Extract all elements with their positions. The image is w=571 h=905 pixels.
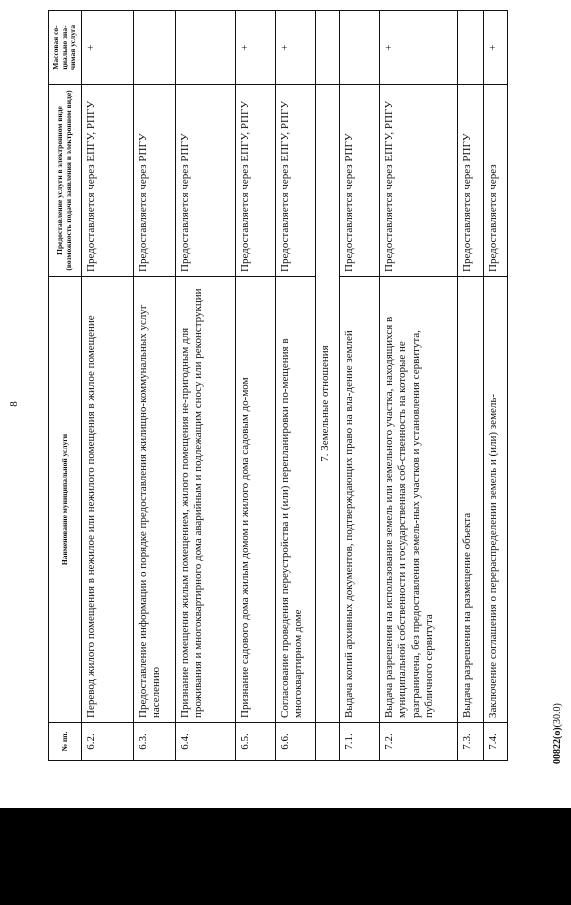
section-num-cell — [315, 723, 339, 761]
row-name: Выдача разрешения на размещение объекта — [457, 277, 483, 723]
table-row — [379, 11, 457, 761]
table-row — [275, 11, 315, 761]
section-mass-cell — [315, 11, 339, 85]
row-num: 6.5. — [235, 723, 275, 761]
services-table — [48, 10, 508, 761]
row-electronic: Предоставляется через РПГУ — [175, 85, 235, 277]
row-mass — [175, 11, 235, 85]
row-mass — [457, 11, 483, 85]
row-num: 7.3. — [457, 723, 483, 761]
table-row — [457, 11, 483, 761]
row-electronic: Предоставляется через — [483, 85, 507, 277]
row-name: Выдача копий архивных документов, подтверждающих право на вла-дение землей — [339, 277, 379, 723]
header-num: № пп. — [49, 723, 82, 761]
document-code-main: 00822(o) — [552, 727, 563, 764]
row-num: 6.2. — [81, 723, 133, 761]
row-num: 6.6. — [275, 723, 315, 761]
row-mass — [339, 11, 379, 85]
row-electronic: Предоставляется через РПГУ — [133, 85, 175, 277]
table-row — [133, 11, 175, 761]
row-electronic: Предоставляется через РПГУ — [339, 85, 379, 277]
document-code-suffix: (30.0) — [552, 703, 563, 728]
row-mass: + — [379, 11, 457, 85]
table-row — [81, 11, 133, 761]
row-electronic: Предоставляется через ЕПГУ, РПГУ — [275, 85, 315, 277]
header-name: Наименование муниципальной услуги — [49, 277, 82, 723]
table-header-row — [49, 11, 82, 761]
row-electronic: Предоставляется через РПГУ — [457, 85, 483, 277]
row-name: Выдача разрешения на использование земель или земельного участка, находящихся в муниципальной собственности и государственная соб-ственность на которые не разграничена, без предоставления земель-ных участков и установления сервитута, публичного сервитута — [379, 277, 457, 723]
row-name: Перевод жилого помещения в нежилое или нежилого помещения в жилое помещение — [81, 277, 133, 723]
row-electronic: Предоставляется через ЕПГУ, РПГУ — [235, 85, 275, 277]
table-row — [483, 11, 507, 761]
header-mass: Массовая со-циально зна-чимая услуга — [49, 11, 82, 85]
row-name: Согласование проведения переустройства и (или) перепланировки по-мещения в многоквартирном доме — [275, 277, 315, 723]
row-num: 7.2. — [379, 723, 457, 761]
row-mass — [133, 11, 175, 85]
row-electronic: Предоставляется через ЕПГУ, РПГУ — [379, 85, 457, 277]
document-code — [552, 703, 563, 764]
section-title: 7. Земельные отношения — [315, 85, 339, 723]
row-mass: + — [275, 11, 315, 85]
page-number: 8 — [8, 401, 20, 407]
row-name: Признание садового дома жилым домом и жилого дома садовым до-мом — [235, 277, 275, 723]
row-mass: + — [483, 11, 507, 85]
row-name: Предоставление информации о порядке предоставления жилищно-коммунальных услуг населению — [133, 277, 175, 723]
row-name: Заключение соглашения о перераспределении земель и (или) земель- — [483, 277, 507, 723]
row-name: Признание помещения жилым помещением, жилого помещения не-пригодным для проживания и многоквартирного дома аварийным и подлежащим сносу или реконструкции — [175, 277, 235, 723]
row-mass: + — [81, 11, 133, 85]
row-num: 7.4. — [483, 723, 507, 761]
table-row — [175, 11, 235, 761]
table-row — [339, 11, 379, 761]
table-row — [235, 11, 275, 761]
row-electronic: Предоставляется через ЕПГУ, РПГУ — [81, 85, 133, 277]
row-mass: + — [235, 11, 275, 85]
row-num: 6.3. — [133, 723, 175, 761]
row-num: 7.1. — [339, 723, 379, 761]
header-electronic: Предоставление услуги в электронном виде (возможность подачи заявления в электронном виде) — [49, 85, 82, 277]
row-num: 6.4. — [175, 723, 235, 761]
section-row — [315, 11, 339, 761]
